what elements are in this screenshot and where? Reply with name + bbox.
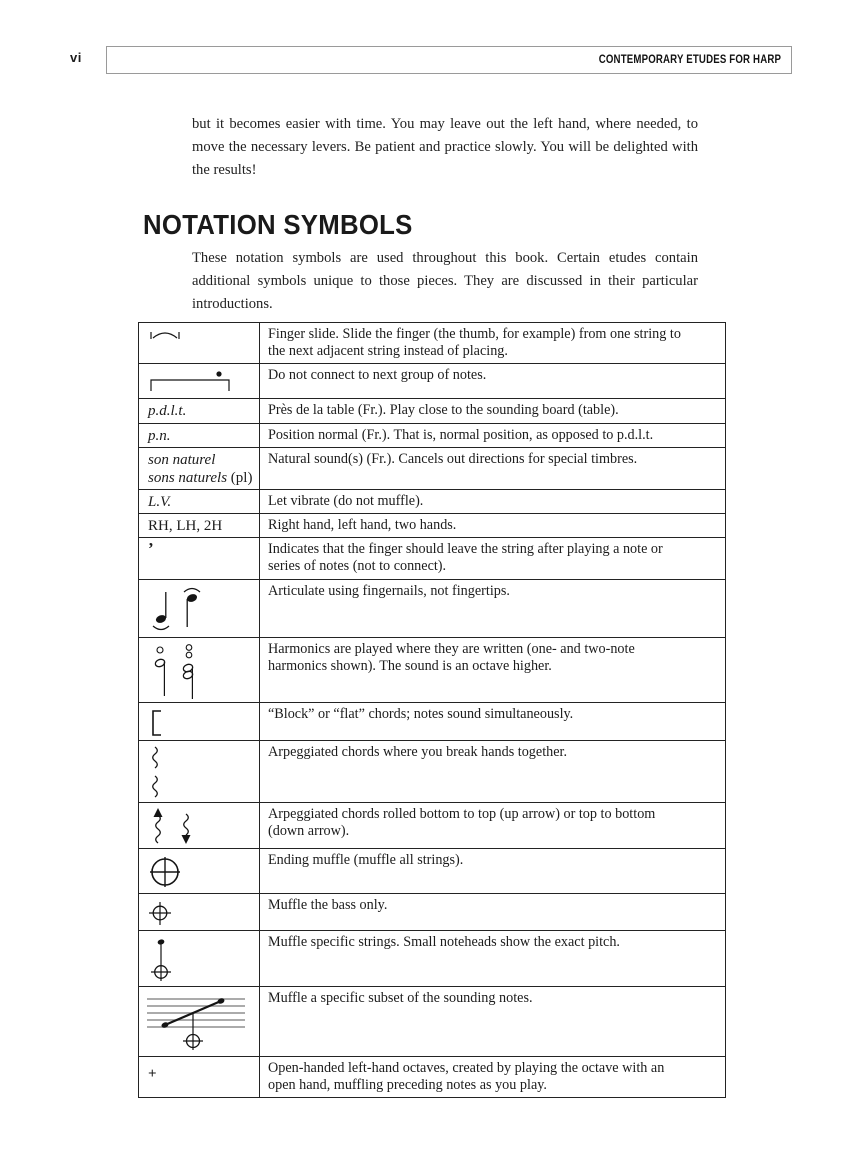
symbol-description xyxy=(260,514,725,537)
table-row xyxy=(139,323,725,363)
arpeggio-direction-arrows-icon xyxy=(148,808,208,846)
ending-muffle-icon xyxy=(148,854,184,891)
table-row xyxy=(139,579,725,637)
symbol-cell xyxy=(139,399,260,422)
symbol-description xyxy=(260,538,725,578)
description-line: harmonics shown). The sound is an octave higher. xyxy=(268,657,552,674)
symbol-cell xyxy=(139,490,260,513)
paragraph-line: These notation symbols are used throughout this book. Certain etudes contain xyxy=(192,250,698,266)
arpeggio-break-icon xyxy=(148,746,168,800)
symbol-label: p.n. xyxy=(148,427,171,444)
description-line: Indicates that the finger should leave the string after playing a note or xyxy=(268,541,663,558)
block-chord-bracket-icon xyxy=(148,708,168,738)
symbol-cell xyxy=(139,741,260,802)
description-line: Arpeggiated chords where you break hands together. xyxy=(268,743,568,760)
symbol-cell xyxy=(139,424,260,447)
symbol-label: p.d.l.t. xyxy=(148,403,187,420)
running-header-title: CONTEMPORARY ETUDES FOR HARP xyxy=(598,54,781,66)
symbol-label-suffix: (pl) xyxy=(227,469,253,486)
table-row xyxy=(139,848,725,893)
page-number: vi xyxy=(70,50,82,65)
paragraph-line: the results! xyxy=(192,162,257,179)
table-row xyxy=(139,489,725,513)
paragraph-line: but it becomes easier with time. You may leave out the left hand, where needed, to xyxy=(192,116,698,132)
running-header-box xyxy=(106,46,792,74)
symbol-cell xyxy=(139,1057,260,1097)
description-line: Open-handed left-hand octaves, created by playing the octave with an xyxy=(268,1059,665,1076)
table-row xyxy=(139,740,725,802)
string-muffle-icon xyxy=(148,936,174,984)
description-line: Natural sound(s) (Fr.). Cancels out directions for special timbres. xyxy=(268,450,638,467)
paragraph-line: move the necessary levers. Be patient and practice slowly. You will be delighted with xyxy=(192,139,698,156)
description-line: series of notes (not to connect). xyxy=(268,558,447,575)
symbol-cell xyxy=(139,580,260,637)
no-connect-bracket-icon xyxy=(148,369,240,395)
symbol-label: son naturel xyxy=(148,451,216,468)
intro-paragraph-1 xyxy=(192,113,698,183)
symbol-cell xyxy=(139,448,260,489)
table-row xyxy=(139,986,725,1056)
symbol-description xyxy=(260,638,725,702)
symbol-cell xyxy=(139,364,260,398)
description-line: Do not connect to next group of notes. xyxy=(268,367,487,384)
staff-muffle-icon xyxy=(145,992,253,1054)
symbol-description xyxy=(260,741,725,802)
symbol-cell xyxy=(139,703,260,740)
symbol-label: L.V. xyxy=(148,493,172,510)
symbol-cell xyxy=(139,987,260,1056)
symbol-cell xyxy=(139,894,260,930)
symbol-description xyxy=(260,803,725,848)
symbol-description xyxy=(260,987,725,1056)
description-line: open hand, muffling preceding notes as you play. xyxy=(268,1076,547,1093)
description-line: Finger slide. Slide the finger (the thumb, for example) from one string to xyxy=(268,326,681,342)
symbol-description xyxy=(260,1057,725,1097)
description-line: Muffle specific strings. Small noteheads show the exact pitch. xyxy=(268,933,620,950)
symbol-cell xyxy=(139,638,260,702)
symbol-cell xyxy=(139,931,260,986)
description-line: the next adjacent string instead of placing. xyxy=(268,343,508,360)
description-line: Arpeggiated chords rolled bottom to top (up arrow) or top to bottom xyxy=(268,805,656,822)
symbol-cell xyxy=(139,803,260,848)
description-line: Muffle the bass only. xyxy=(268,896,388,913)
symbol-description xyxy=(260,580,725,637)
description-line: Right hand, left hand, two hands. xyxy=(268,517,457,534)
description-line: (down arrow). xyxy=(268,822,350,839)
table-row xyxy=(139,702,725,740)
table-row xyxy=(139,537,725,578)
description-line: Près de la table (Fr.). Play close to the sounding board (table). xyxy=(268,402,619,419)
description-line: Ending muffle (muffle all strings). xyxy=(268,851,464,868)
fingernail-articulation-icon xyxy=(148,585,212,635)
description-line: Muffle a specific subset of the sounding notes. xyxy=(268,989,533,1006)
symbol-description xyxy=(260,364,725,398)
symbol-description xyxy=(260,448,725,489)
intro-paragraph-2 xyxy=(192,247,698,317)
table-row xyxy=(139,930,725,986)
symbol-description xyxy=(260,849,725,893)
description-line: Harmonics are played where they are written (one- and two-note xyxy=(268,640,635,657)
paragraph-line: additional symbols unique to those pieces. They are discussed in their particular xyxy=(192,273,698,290)
finger-slide-icon xyxy=(148,328,182,343)
symbol-description xyxy=(260,931,725,986)
symbol-description xyxy=(260,399,725,422)
table-row xyxy=(139,363,725,398)
notation-symbols-table xyxy=(138,322,726,1098)
open-hand-plus-icon: + xyxy=(148,1065,157,1082)
paragraph-line: introductions. xyxy=(192,296,273,313)
symbol-label: RH, LH, 2H xyxy=(148,518,223,535)
symbol-description xyxy=(260,894,725,930)
table-row xyxy=(139,423,725,447)
symbol-description xyxy=(260,490,725,513)
harmonics-icon xyxy=(148,643,212,700)
table-row xyxy=(139,802,725,848)
bass-muffle-icon xyxy=(148,899,174,928)
finger-release-comma-icon: ’ xyxy=(148,539,154,559)
table-row xyxy=(139,447,725,489)
description-line: “Block” or “flat” chords; notes sound simultaneously. xyxy=(268,705,574,722)
symbol-cell xyxy=(139,538,260,578)
table-row xyxy=(139,398,725,422)
description-line: Articulate using fingernails, not fingertips. xyxy=(268,582,510,599)
symbol-cell xyxy=(139,849,260,893)
table-row xyxy=(139,637,725,702)
table-row xyxy=(139,893,725,930)
description-line: Position normal (Fr.). That is, normal position, as opposed to p.d.l.t. xyxy=(268,426,654,443)
symbol-cell xyxy=(139,514,260,537)
table-row xyxy=(139,513,725,537)
symbol-description xyxy=(260,703,725,740)
symbol-description xyxy=(260,323,725,363)
section-heading: NOTATION SYMBOLS xyxy=(143,209,413,240)
symbol-description xyxy=(260,424,725,447)
symbol-cell xyxy=(139,323,260,363)
symbol-label: sons naturels (pl) xyxy=(148,469,253,486)
table-row xyxy=(139,1056,725,1097)
description-line: Let vibrate (do not muffle). xyxy=(268,492,424,509)
